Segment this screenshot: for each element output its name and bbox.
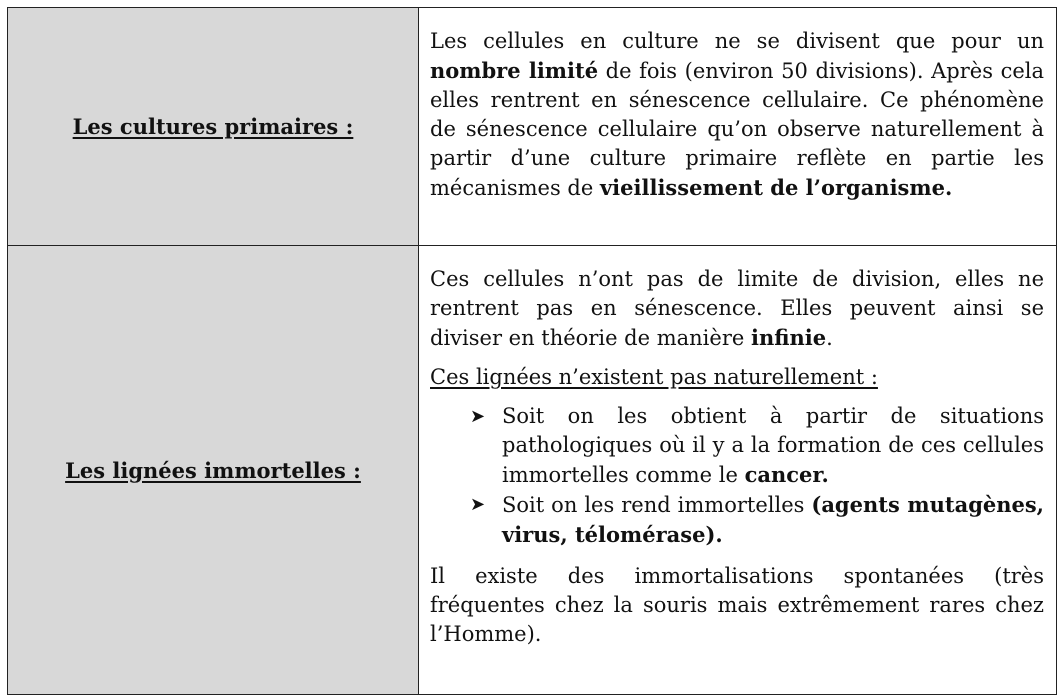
row-label: Les lignées immortelles : xyxy=(65,457,361,483)
arrow-bullet-icon: ➤ xyxy=(470,494,486,515)
bold-term: infinie xyxy=(750,325,827,350)
paragraph xyxy=(430,27,1044,203)
bold-term: nombre limité xyxy=(430,58,599,83)
bold-term: vieillissement de l’organisme. xyxy=(599,175,953,200)
content-table xyxy=(7,7,1057,695)
text-span: Ces cellules n’ont pas de limite de division, elles ne rentrent pas en sénescence. Elles peuvent ainsi se diviser en théorie de manière xyxy=(430,267,1044,350)
label-cell xyxy=(8,8,419,246)
bullet-list xyxy=(430,402,1044,550)
text-span: Soit on les rend immortelles xyxy=(502,493,812,517)
text-span: . xyxy=(826,326,833,350)
bold-term: (agents mutagènes, virus, télomérase). xyxy=(502,492,1044,547)
paragraph xyxy=(430,265,1044,353)
bold-term: cancer. xyxy=(744,462,829,487)
row-label: Les cultures primaires : xyxy=(72,114,354,139)
sub-heading: Ces lignées n’existent pas naturellement : xyxy=(430,365,878,389)
text-span: Les cellules en culture ne se divisent que pour un xyxy=(430,29,1044,53)
label-cell xyxy=(8,246,419,695)
paragraph: Il existe des immortalisations spontanées (très fréquentes chez la souris mais extrêmement rares chez l’Homme). xyxy=(430,564,1044,646)
text-span: de fois (environ 50 divisions). Après cela elles rentrent en sénescence cellulaire. Ce phénomène de sénescence cellulaire qu’on observe naturellement à partir d’une culture primaire reflète en partie les mécanismes de xyxy=(430,59,1044,200)
list-item xyxy=(470,490,1044,550)
list-item xyxy=(470,402,1044,490)
content-cell xyxy=(419,8,1057,246)
table-row xyxy=(8,246,1057,695)
text-span: Soit on les obtient à partir de situations pathologiques où il y a la formation de ces cellules immortelles comme le xyxy=(502,404,1044,487)
arrow-bullet-icon: ➤ xyxy=(470,406,486,427)
table-row xyxy=(8,8,1057,246)
content-cell xyxy=(419,246,1057,695)
